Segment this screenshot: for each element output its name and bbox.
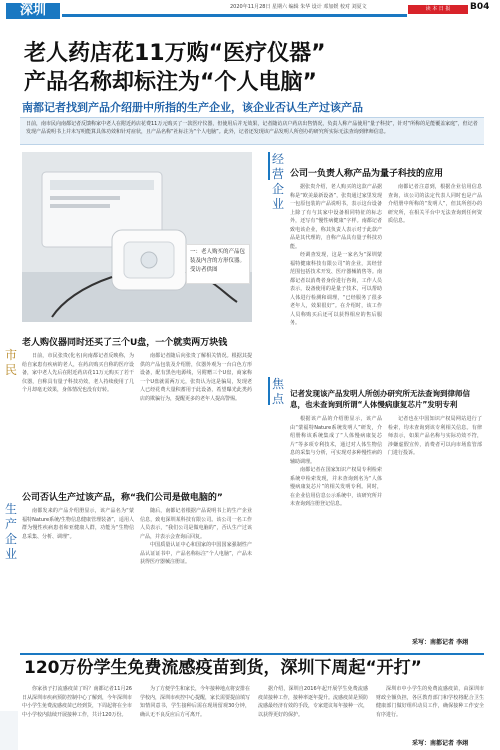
photo-caption: 一：老人购买的产品包装及内含的方形仪器。受访者供图 [186, 244, 250, 284]
headline-line-1: 老人药店花11万购“医疗仪器” [24, 41, 326, 66]
article-2-para-1: 南都发来的产品介绍册显示，该产品名为“蒙福特Nature系统/生物信息健康管理装备”，适用人群为慢性疾病患者和亚健康人群，功能为“生物信息采集、分析、调理”。 [22, 508, 134, 540]
article-2-title: 公司否认生产过该产品，称“我们公司是做电脑的” [22, 493, 223, 503]
article-1-col-2 [140, 352, 252, 487]
article-4-para-1: 根据该产品的介绍册显示，该产品由“蒙福特Nature系统发明人”研发，介绍册称该系统集成了“人体慢病康复芯片”等多项专利技术，通过对人体生物信息的采集与分析，可实现对多种慢性病的辅助调理。 [290, 416, 382, 465]
article-3-col-1 [290, 183, 382, 371]
bottom-para-4: 深圳市中小学生的免费流感疫苗，由深圳市财政全额负担，各区教育部门和学校将配合卫生健康部门做好组织动员工作，确保接种工作安全有序进行。 [376, 686, 484, 718]
section-label-focus: 焦点 [271, 377, 284, 406]
article-4-para-2: 南都记者在国家知识产权局专利检索系统中检索发现，并未查询到名为“人体慢病康复芯片”的相关发明专利。同时，在企业信用信息公示系统中，该研究所并未查询到注册登记信息。 [290, 467, 382, 507]
bottom-col-4 [376, 685, 484, 739]
section-name: 深圳 [19, 3, 46, 18]
article-3-title: 公司一负责人称产品为量子科技的应用 [290, 169, 444, 179]
article-byline: 采写：南都记者 李翊 [412, 639, 469, 646]
bottom-para-1: 你家孩子打流感疫苗了吗？南都记者11月26日从深圳市疾病预防控制中心了解到，今年深圳市中小学生免费流感疫苗已经到货，下周起将在全市中小学校内陆续开展接种工作，共计120万份。 [22, 686, 132, 718]
article-2-para-3: 中国质量认证中心和国家的中国国家强制性产品认证证书中，产品名称标注“个人电脑”，产品未获得医疗器械注册证。 [140, 542, 252, 565]
article-2-col-1 [22, 507, 134, 647]
bottom-para-2: 为了方便学生和家长，今年接种地点将安排在学校内，深圳市疾控中心提醒，家长需要提前填写知情同意书，学生接种后需在现场留观30分钟，确认无不良反应后方可离开。 [140, 686, 250, 718]
article-3-col-2 [388, 183, 482, 371]
section-rule-enterprise [268, 152, 270, 180]
article-1-col-1 [22, 352, 134, 487]
article-4-para-3: 记者也在中国知识产权局网站进行了检索，均未查询到该专利相关信息。有律师表示，如果产品名称与实际功效不符，涉嫌虚假宣传，消费者可以向市场监管部门进行投诉。 [388, 416, 482, 456]
headline-line-2: 产品名称却标注为“个人电脑” [24, 70, 317, 95]
issue-meta: 2020年11月28日 星期六 编辑 朱华 设计 邓加媛 校对 刘夏文 [230, 4, 367, 10]
product-photo [22, 152, 252, 322]
section-label-enterprise: 经营企业 [271, 152, 284, 211]
bottom-col-2 [140, 685, 250, 747]
section-label-citizen: 市民 [4, 348, 17, 377]
masthead [0, 0, 500, 22]
bottom-rule [20, 653, 484, 655]
article-1-para-1: 日前，市民张贵(化名)向南都记者反映称，为给自家患有疾病的老人，在药店购买自称的医疗设备，家中老人先后在附近药店花11万元购买了若干仪器，自称具有量子科技功效，老人持续使用了几个月却毫无效果，身体情况也没有好转。 [22, 353, 134, 393]
section-tag [6, 3, 60, 19]
article-3-para-1: 据张贵介绍，老人购买的这款产品据称是“欧美最新设备”，张贵通过家里发现一包原包装的产品说明书，表示这台设备上除了有与其家中设备相同特征的标志外，还写有“慢性病健康”字样。南都记者致电该企业，称其负责人表示对于此款产品是其代理的，自称产品具有量子科技功能。 [290, 184, 382, 250]
lead-paragraph: 日前，南市民向南都记者反馈称家中老人在附近药店花费11万元购买了一款医疗仪器，但使用后并无效果，记者随访店户药店出售情况，负责人称产品使用“量子科技”，针对“所称的足能覆盖家庭”，但记者发现产品说明书上并未写明能算具体功效和针对症状，且产品名称“社标注为“个人电脑”。此外，记者还发现该产品发明人所创办的研究所实际无法查询到律师信息。 [20, 117, 484, 145]
bottom-col-1 [22, 685, 132, 747]
masthead-tag: 读 本 日 报 [408, 5, 468, 14]
section-label-business: 生产企业 [4, 502, 17, 561]
bottom-para-3: 据介绍，深圳自2016年起开展学生免费流感疫苗接种工作，接种率逐年提升。流感疫苗是预防流感最经济有效的手段，专家建议每年接种一次，以获得更好的保护。 [258, 686, 368, 718]
article-3-para-2: 经调查发现，这是一家名为“深圳蒙福特健康科技有限公司”的企业，其经营范围包括技术开发、医疗器械销售等。南都记者以消费者身份进行咨询，工作人员表示，设备使用的是量子技术，可以帮助人体进行检测和调理，“已经服务了很多老年人，效果很好”。在介绍时，该工作人员称购买后还可以获得相应的售后服务。 [290, 252, 382, 326]
corner-decoration [0, 711, 18, 750]
top-rule [62, 14, 407, 17]
article-4-title: 记者发现该产品发明人所创办研究所无法查询到律师信息，也未查询到所谓“人体慢病康复芯片”发明专利 [290, 389, 470, 409]
section-rule-focus [268, 377, 270, 405]
bottom-col-3 [258, 685, 368, 747]
bottom-byline: 采写：南都记者 李翊 [412, 740, 469, 747]
article-4-col-1 [290, 415, 382, 647]
article-3-para-3: 南都记者注意到，根据企业信用信息查询，该公司的法定代表人同时也是产品介绍册中所称的“发明人”，但其所创办的研究所，在相关平台中无法查询到任何资质信息。 [388, 184, 482, 224]
article-2-col-2 [140, 507, 252, 647]
article-1-title: 老人购仪器同时还买了三个U盘，一个就卖两万块钱 [22, 338, 228, 348]
bottom-headline: 120万份学生免费流感疫苗到货，深圳下周起“开打” [24, 658, 422, 678]
article-4-col-2 [388, 415, 482, 633]
article-2-para-2: 随后，南都记者根据产品说明书上的生产企业信息，致电深圳某科技有限公司。该公司一名工作人员表示，“我们公司是做电脑的”，否认生产过该产品，并表示会查询后回复。 [140, 508, 252, 540]
subheadline: 南都记者找到产品介绍册中所指的生产企业，该企业否认生产过该产品 [22, 101, 363, 114]
article-1-para-2: 南都记者随后向张贵了解相关情况。根据其提供的产品包装及介绍册，仪器外观为一台白色方形设备，配有黑色电源线，另附赠三个U盘，商家称一个U盘就需两万元，张贵认为这是骗局，发现老人已经花费大量积蓄用于此设备，希望曝光此类药店的欺骗行为，提醒更多的老年人提高警惕。 [140, 353, 252, 402]
page-number: B04 [470, 2, 490, 12]
product-photo-image [22, 152, 252, 322]
